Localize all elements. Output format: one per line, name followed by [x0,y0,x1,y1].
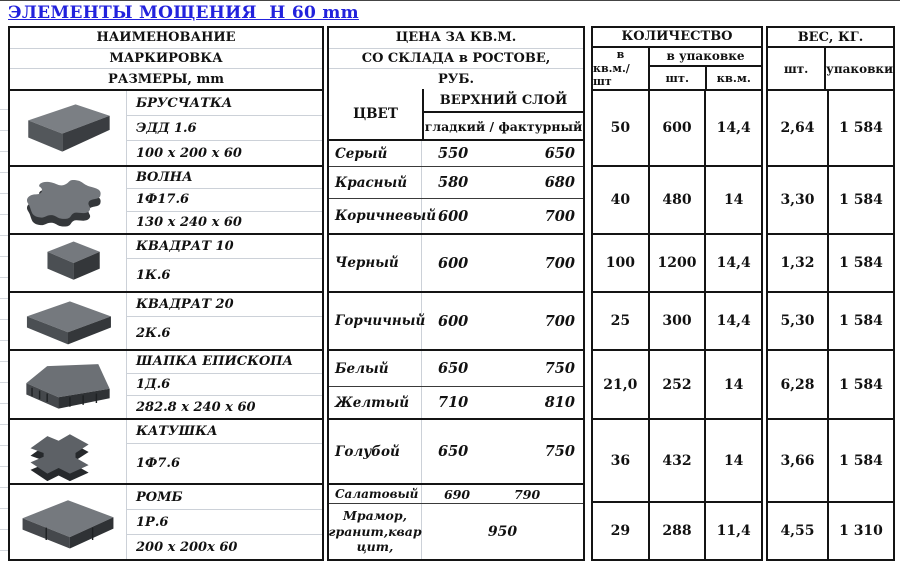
price-pair [422,485,583,503]
bishop-hat-paver-icon [15,354,121,416]
product-image-cell [10,235,127,291]
color-name-line: цит, [356,539,394,555]
product-size: 282.8 x 240 x 60 [136,399,256,415]
weight-header [768,28,893,89]
qty-pack-sqm: 11,4 [716,523,751,539]
weight-per-pack: 1 584 [839,452,883,469]
qty-per-sqm: 36 [593,420,650,501]
color-row [329,418,583,483]
price-textured: 700 [544,254,575,272]
weight-per-pack: 1 584 [839,192,883,208]
color-name: Салатовый [329,485,422,503]
weight-title: ВЕС, КГ. [768,28,893,48]
qty-per-sqm: 29 [593,503,650,559]
color-row [329,198,583,233]
weight-row [768,233,893,291]
qty-pack-sqm: 14,4 [716,313,751,329]
price-textured: 650 [544,145,575,162]
price-combined [422,504,583,559]
qty-pack-sqm: 14 [723,376,744,393]
product-name: ШАПКА ЕПИСКОПА [127,351,322,374]
qty-pack-pcs: 480 [650,167,707,233]
price-smooth: 650 [438,443,469,460]
product-row [10,89,322,165]
product-marking: 1Ф17.6 [127,189,322,211]
qty-pack-pcs: 300 [650,293,707,349]
weight-per-pc: 2,64 [768,91,829,165]
product-marking: ЭДД 1.6 [127,116,322,141]
product-image-cell [10,420,127,483]
price-smooth: 580 [438,174,469,191]
product-text-cell [127,420,322,483]
qty-pack-sqm: 14,4 [716,120,751,136]
price-textured: 700 [544,207,575,225]
brick-paver-icon [15,96,121,160]
price-smooth: 600 [438,207,469,225]
quantity-row [593,349,761,418]
qty-pack-pcs: 288 [650,503,707,559]
product-size: 130 x 240 x 60 [136,214,242,230]
weight-pack-header: упаковки [826,61,893,76]
wave-paver-icon [15,169,121,231]
quantity-row [593,165,761,233]
price-header-line3: РУБ. [438,71,474,87]
page-title: ЭЛЕМЕНТЫ МОЩЕНИЯ Н 60 mm [8,3,359,23]
qty-per-sqm: 40 [593,167,650,233]
product-image-cell [10,91,127,165]
quantity-row [593,89,761,165]
product-image-cell [10,351,127,418]
price-textured: 750 [544,360,575,377]
color-name: Белый [329,351,422,386]
product-text-cell [127,351,322,418]
product-text-cell [127,293,322,349]
color-row [329,503,583,559]
weight-per-pc: 1,32 [768,235,829,291]
price-smooth: 710 [438,394,469,411]
color-name: Желтый [329,387,422,418]
sheet-gridline-stubs [0,89,8,559]
price-section [327,26,585,561]
per-pack-title: в упаковке [650,48,761,67]
price-smooth: 600 [438,312,469,330]
weight-row [768,165,893,233]
product-name: БРУСЧАТКА [127,91,322,116]
qty-per-sqm: 21,0 [593,351,650,418]
weight-row [768,501,893,559]
product-text-cell [127,91,322,165]
weight-per-pack: 1 310 [839,523,883,539]
color-name: Черный [329,235,422,291]
product-image-cell [10,293,127,349]
weight-per-pack: 1 584 [839,120,883,136]
price-textured: 790 [514,486,541,502]
price-header [329,28,583,89]
color-column-header: ЦВЕТ [353,106,398,122]
price-pair [422,351,583,386]
price-textured: 810 [544,394,575,411]
qty-pack-sqm: 14 [723,452,744,469]
quantity-subheader [593,48,761,89]
color-row [329,349,583,386]
price-pair [422,167,583,198]
price-pair [422,420,583,483]
qty-pack-pcs: 252 [650,351,707,418]
price-smooth: 600 [438,254,469,272]
product-row [10,483,322,559]
weight-section [766,26,895,561]
color-name-line: гранит,квар [328,523,422,539]
weight-row [768,349,893,418]
qty-pack-sqm: 14 [723,192,744,208]
products-header [10,28,322,89]
color-row [329,233,583,291]
square-10-paver-icon [15,235,121,291]
weight-row [768,291,893,349]
price-textured: 700 [544,312,575,330]
weight-per-pc: 3,66 [768,420,829,501]
qty-pack-pcs: 600 [650,91,707,165]
price-pair [422,141,583,166]
price-pair [422,199,583,233]
header-name: НАИМЕНОВАНИЕ [10,28,322,49]
color-name-line: Мрамор, [343,508,407,524]
quantity-header [593,28,761,89]
product-marking: 2К.6 [136,325,171,341]
color-name: Голубой [329,420,422,483]
price-textured: 750 [544,443,575,460]
color-row [329,386,583,418]
price-header-line2: СО СКЛАДА в РОСТОВЕ, [329,49,583,70]
header-marking: МАРКИРОВКА [10,49,322,70]
color-name: Красный [329,167,422,198]
price-pair [422,293,583,349]
weight-row [768,418,893,501]
qty-pack-pcs: 432 [650,420,707,501]
product-row [10,291,322,349]
color-name: Серый [329,141,422,166]
product-marking: 1Ф7.6 [136,456,180,471]
color-row [329,483,583,503]
product-text-cell [127,235,322,291]
quantity-title: КОЛИЧЕСТВО [593,28,761,48]
weight-per-pack: 1 584 [839,313,883,329]
finish-types-label: гладкий / фактурный [424,118,583,134]
weight-pcs-header: шт. [768,48,826,89]
product-marking: 1К.6 [136,267,171,283]
quantity-section [591,26,763,561]
price-pair [422,235,583,291]
rhombus-paver-icon [15,490,121,554]
price-textured: 680 [544,174,575,191]
products-section [8,26,324,561]
weight-per-pc: 3,30 [768,167,829,233]
product-marking: 1Д.6 [127,374,322,397]
weight-per-pack: 1 584 [839,255,883,271]
per-sqm-line1: в [616,47,625,61]
price-pair [422,387,583,418]
product-row [10,418,322,483]
product-size: 200 x 200x 60 [136,539,238,555]
per-pack-header [650,48,761,89]
per-pack-units [650,67,761,89]
color-row [329,291,583,349]
qty-pack-sqm: 14,4 [716,255,751,271]
color-name [329,504,422,559]
quantity-row [593,418,761,501]
price-smooth: 690 [444,486,471,502]
qty-per-sqm: 100 [593,235,650,291]
product-name: КАТУШКА [127,420,322,444]
product-row [10,165,322,233]
product-marking: 1Р.6 [127,510,322,535]
weight-per-pack: 1 584 [839,376,883,393]
pack-sqm-header: кв.м. [716,70,751,85]
color-row [329,139,583,166]
qty-per-sqm: 50 [593,91,650,165]
price-header-line1: ЦЕНА ЗА КВ.М. [329,28,583,49]
spool-paver-icon [15,422,121,482]
top-layer-title: ВЕРХНИЙ СЛОЙ [424,89,583,113]
color-name: Горчичный [329,293,422,349]
quantity-row [593,233,761,291]
product-name: ВОЛНА [127,167,322,189]
per-sqm-header [593,48,650,89]
price-smooth: 650 [438,360,469,377]
pack-pcs-header: шт. [650,67,707,89]
product-image-cell [10,167,127,233]
price-value: 950 [487,523,518,540]
color-row [329,166,583,198]
product-text-cell [127,485,322,559]
qty-per-sqm: 25 [593,293,650,349]
product-size: 100 x 200 x 60 [136,145,242,161]
color-header-block [329,89,583,139]
top-layer-header [422,89,583,139]
weight-per-pc: 5,30 [768,293,829,349]
product-name: КВАДРАТ 20 [127,293,322,317]
price-smooth: 550 [438,145,469,162]
weight-subheader [768,48,893,89]
product-text-cell [127,167,322,233]
product-image-cell [10,485,127,559]
product-name: РОМБ [127,485,322,510]
weight-row [768,89,893,165]
quantity-row [593,291,761,349]
qty-pack-pcs: 1200 [650,235,707,291]
product-row [10,349,322,418]
weight-per-pc: 6,28 [768,351,829,418]
weight-per-pc: 4,55 [768,503,829,559]
product-row [10,233,322,291]
product-name: КВАДРАТ 10 [127,235,322,259]
header-sizes: РАЗМЕРЫ, mm [108,71,224,87]
per-sqm-line2: кв.м./шт [593,61,630,89]
quantity-row [593,501,761,559]
color-name: Коричневый [329,199,422,233]
square-20-paver-icon [15,293,121,349]
